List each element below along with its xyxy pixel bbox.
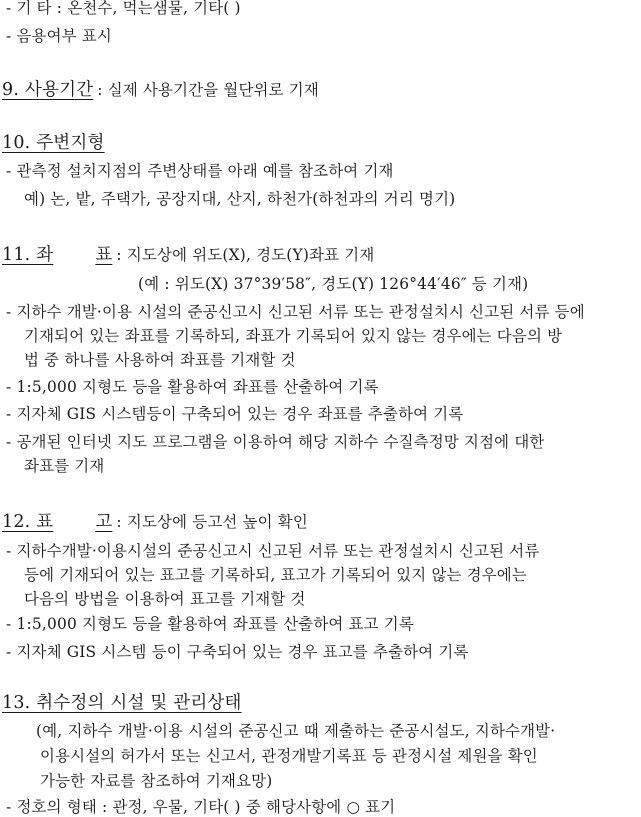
section-12 [2, 508, 308, 533]
top-usage-line: - 음용여부 표시 [6, 27, 112, 45]
section-9-heading: 9. 사용기간 [2, 80, 94, 100]
section-13 [2, 689, 246, 714]
section-13-heading: 13. 취수정의 시설 및 관리상태 [2, 693, 242, 713]
section-11-bullet1-l2: 기재되어 있는 좌표를 기록하되, 좌표가 기록되어 있지 않는 경우에는 다음의 방 [24, 327, 563, 345]
section-11-bullet1-l3: 법 중 하나를 사용하여 좌표를 기재할 것 [24, 351, 296, 369]
section-11-bullet2: - 1:5,000 지형도 등을 활용하여 좌표를 산출하여 기록 [6, 378, 379, 396]
section-10 [2, 129, 109, 154]
section-12-heading: 12. 표 고 [2, 512, 113, 532]
section-13-note-l1: (예, 지하수 개발·이용 시설의 준공신고 때 제출하는 준공시설도, 지하수개발· [36, 722, 556, 740]
section-12-bullet1-l1: - 지하수개발·이용시설의 준공신고시 신고된 서류 또는 관정설치시 신고된 서류 [6, 542, 540, 560]
section-13-note-l2: 이용시설의 허가서 또는 신고서, 관정개발기록표 등 관정시설 제원을 확인 [40, 747, 538, 765]
section-11-bullet4-l1: - 공개된 인터넷 지도 프로그램을 이용하여 해당 지하수 수질측정망 지점에 대한 [6, 433, 545, 451]
section-12-bullet3: - 지자체 GIS 시스템 등이 구축되어 있는 경우 표고를 추출하여 기록 [6, 643, 469, 661]
section-11-example: (예 : 위도(X) 37°39′58″, 경도(Y) 126°44′46″ 등 기재) [138, 275, 529, 293]
section-12-desc: : 지도상에 등고선 높이 확인 [116, 513, 308, 531]
section-12-bullet1-l3: 다음의 방법을 이용하여 표고를 기재할 것 [24, 590, 306, 608]
section-10-line2: 예) 논, 밭, 주택가, 공장지대, 산지, 하천가(하천과의 거리 명기) [24, 190, 456, 208]
section-10-heading: 10. 주변지형 [2, 133, 105, 153]
top-other-line: - 기 타 : 온천수, 먹는샘물, 기타( ) [6, 0, 241, 17]
section-11-bullet1-l1: - 지하수 개발·이용 시설의 준공신고시 신고된 서류 또는 관정설치시 신고된 서류 등에 [6, 303, 585, 321]
section-11-heading: 11. 좌 표 [2, 245, 113, 265]
section-13-bullet1: - 정호의 형태 : 관정, 우물, 기타( ) 중 해당사항에 ○ 표기 [6, 798, 396, 816]
section-11-bullet4-l2: 좌표를 기재 [24, 457, 105, 475]
section-9 [2, 76, 319, 101]
section-10-line1: - 관측정 설치지점의 주변상태를 아래 예를 참조하여 기재 [6, 162, 394, 180]
section-11-desc: : 지도상에 위도(X), 경도(Y)좌표 기재 [116, 246, 375, 264]
section-13-note-l3: 가능한 자료를 참조하여 기재요망) [40, 772, 273, 790]
section-9-desc: : 실제 사용기간을 월단위로 기재 [97, 81, 319, 99]
section-12-bullet2: - 1:5,000 지형도 등을 활용하여 좌표를 산출하여 표고 기록 [6, 615, 414, 633]
section-11-bullet3: - 지자체 GIS 시스템등이 구축되어 있는 경우 좌표를 추출하여 기록 [6, 405, 464, 423]
section-12-bullet1-l2: 등에 기재되어 있는 표고를 기록하되, 표고가 기록되어 있지 않는 경우에는 [24, 566, 527, 584]
section-11 [2, 241, 374, 266]
